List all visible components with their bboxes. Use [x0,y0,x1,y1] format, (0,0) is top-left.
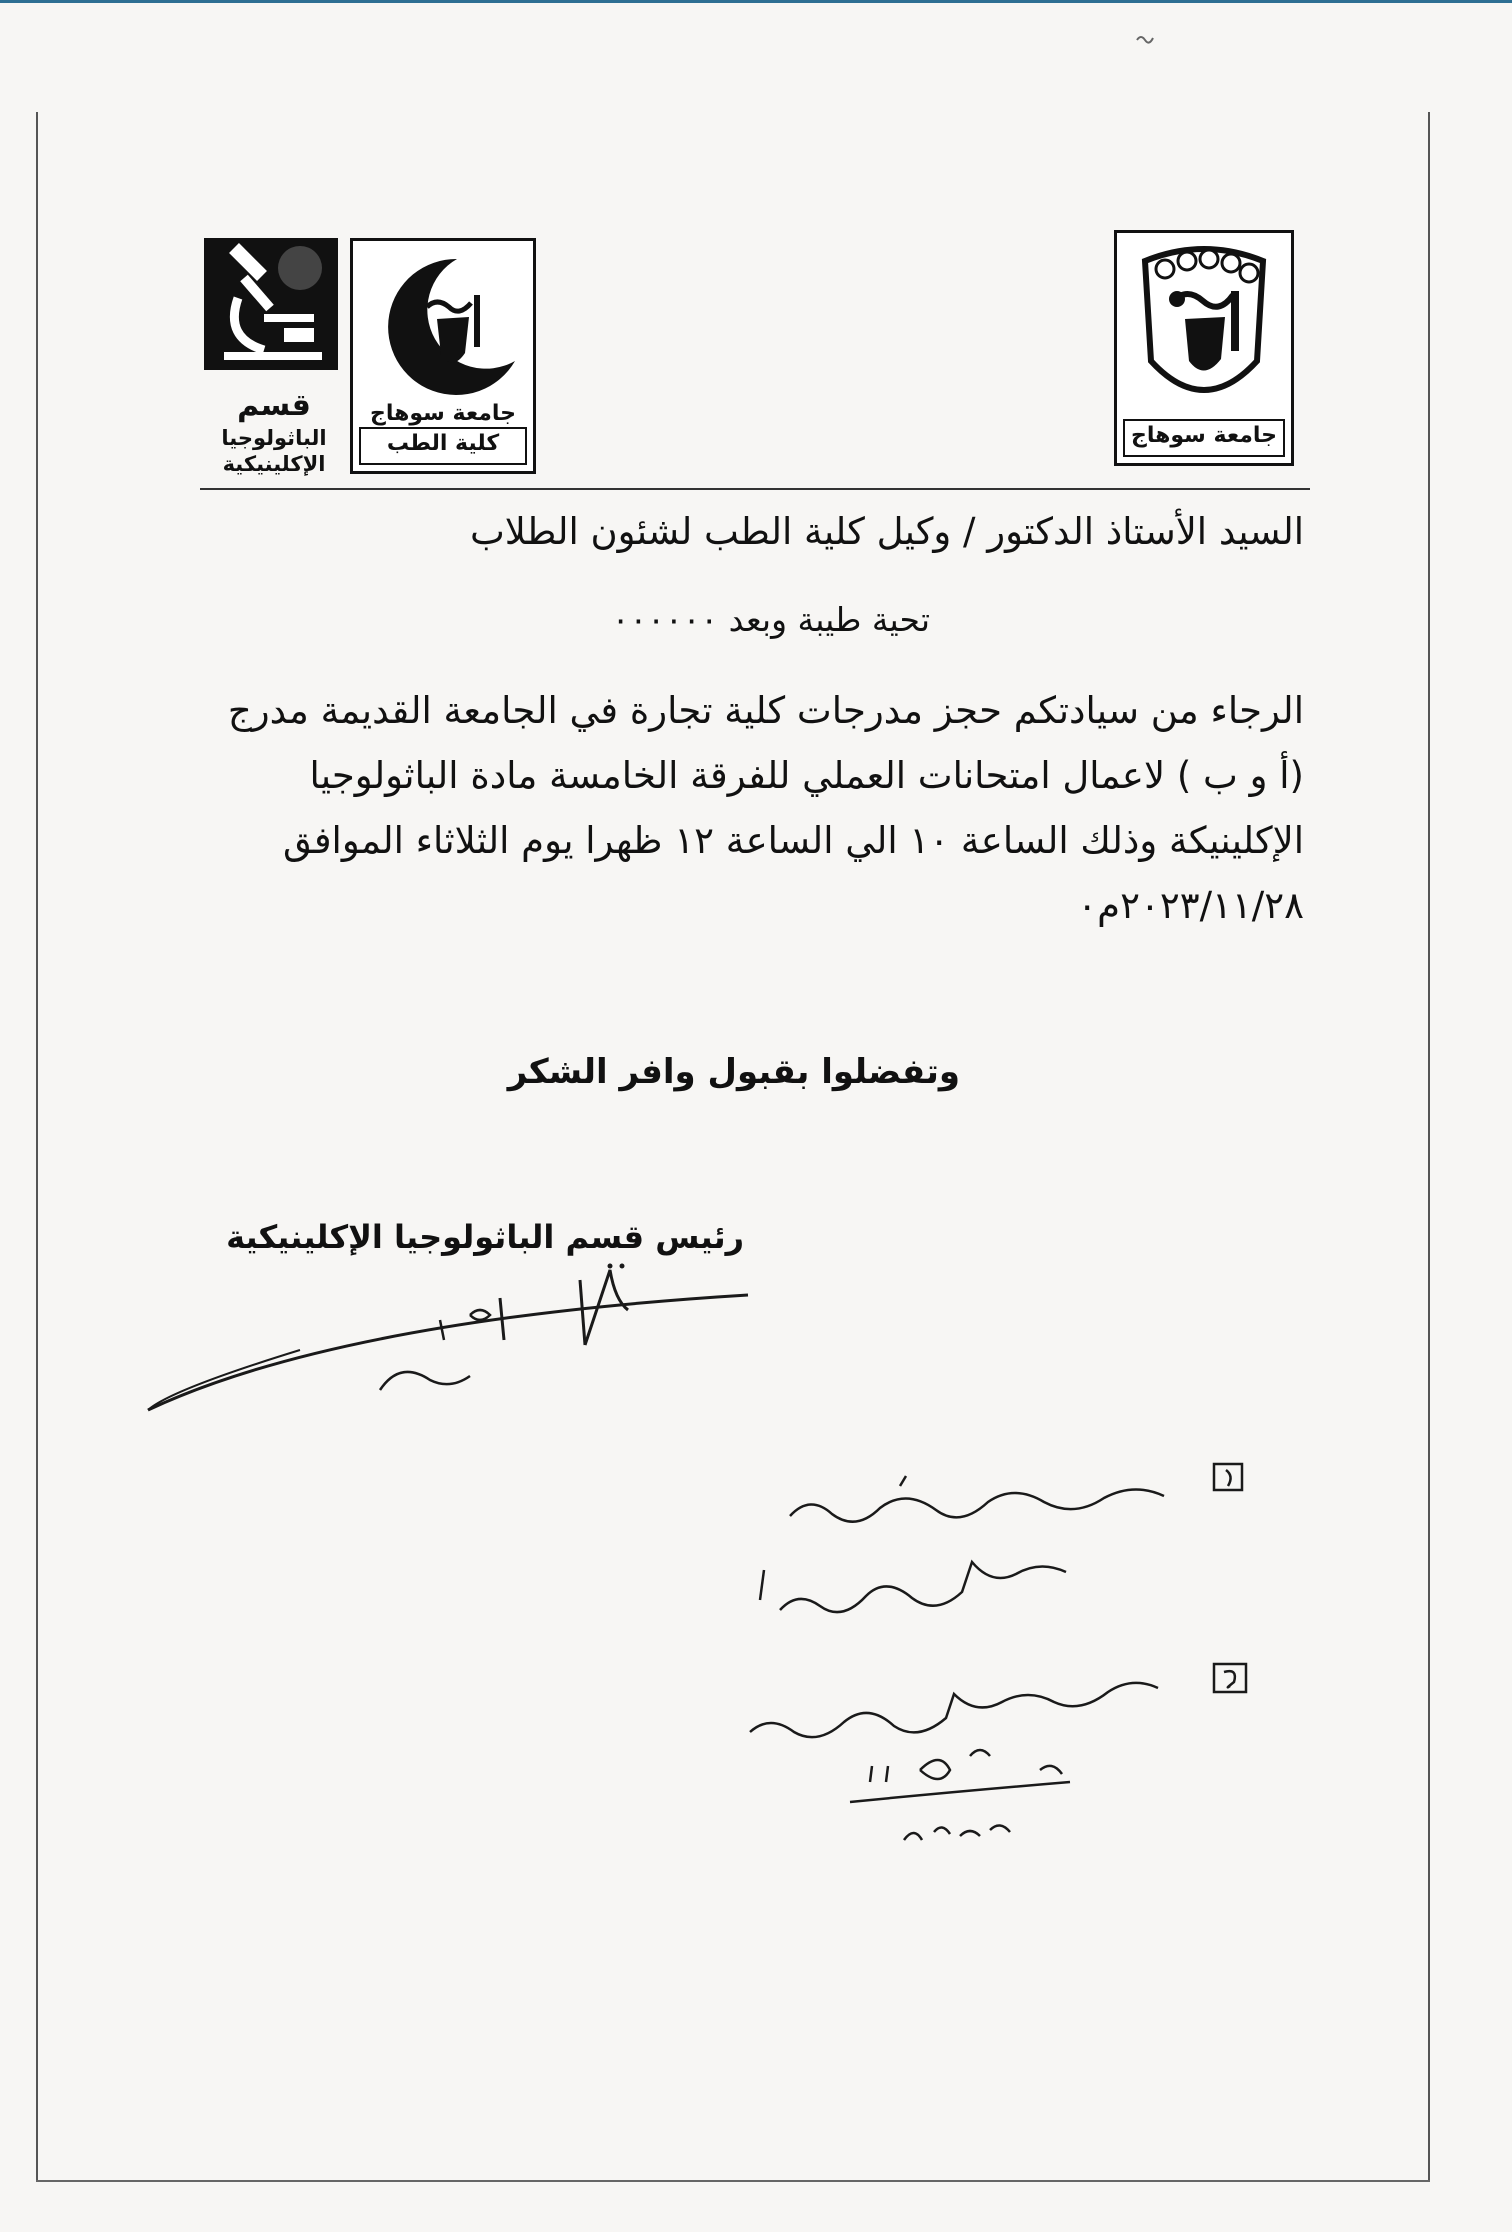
sohag-logo-caption: جامعة سوهاج [1123,419,1285,457]
letter-closing: وتفضلوا بقبول وافر الشكر [507,1052,960,1092]
body-line: الرجاء من سيادتكم حجز مدرجات كلية تجارة في الجامعة القديمة مدرج [227,689,1304,732]
signer-title: رئيس قسم الباثولوجيا الإكلينيكية [226,1218,744,1256]
letter-greeting: تحية طيبة وبعد ٠٠٠٠٠٠ [611,600,930,639]
top-edge-line [0,0,1512,3]
medicine-logo-university: جامعة سوهاج [370,401,516,426]
body-line: الإكلينيكة وذلك الساعة ١٠ الي الساعة ١٢ ظهرا يوم الثلاثاء الموافق [283,819,1304,862]
signature-drawing [140,1240,760,1440]
pathology-logo-line2: الباثولوجيا [221,426,327,450]
header-divider [200,488,1310,490]
medicine-logo-faculty: كلية الطب [359,427,527,465]
letter-addressee: السيد الأستاذ الدكتور / وكيل كلية الطب لشئون الطلاب [469,510,1304,553]
crescent-icon [365,251,525,401]
body-line: ٢٠٢٣/١١/٢٨م٠ [1077,884,1304,927]
pathology-logo-line3: الإكلينيكية [222,452,326,476]
faculty-of-medicine-logo [350,238,536,474]
scan-speck [1135,32,1159,46]
university-crest-icon [1125,241,1283,421]
clinical-pathology-logo [204,238,344,474]
handwritten-annotations [720,1440,1280,1880]
sohag-university-logo [1114,230,1294,466]
microscope-icon [204,238,344,378]
letter-body [214,678,1304,938]
pathology-logo-line1: قسم [237,388,311,423]
body-line: (أ و ب ) لاعمال امتحانات العملي للفرقة الخامسة مادة الباثولوجيا [309,754,1304,797]
page-frame-bottom [36,2180,1430,2182]
